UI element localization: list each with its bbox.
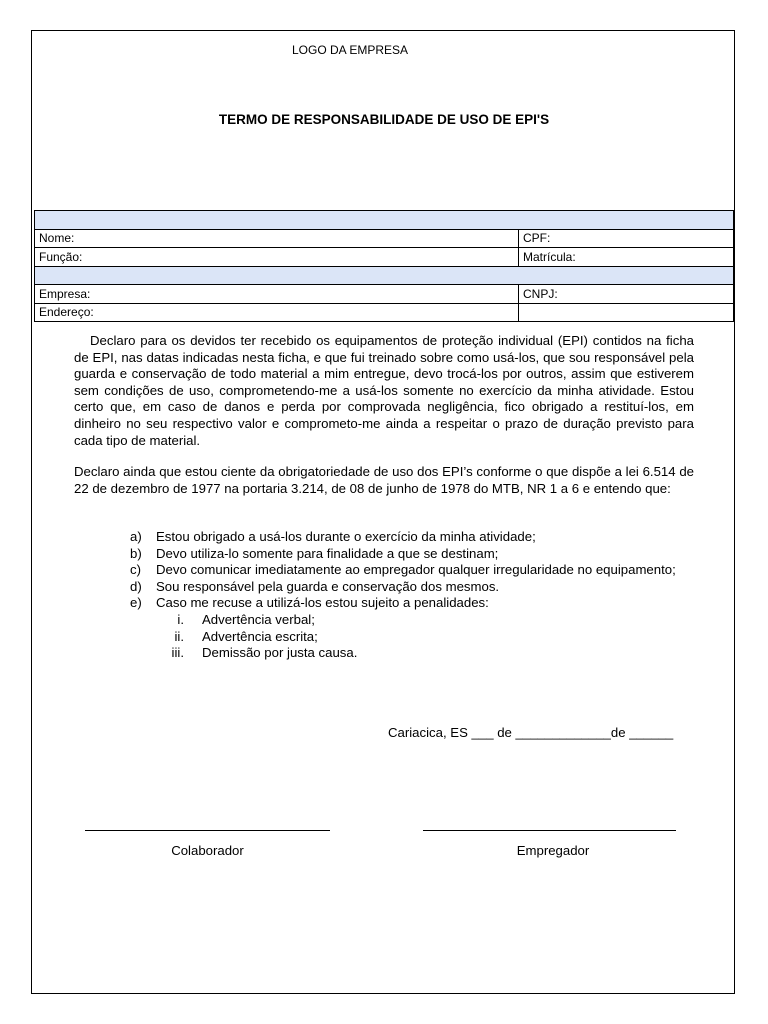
colaborador-label: Colaborador bbox=[171, 843, 244, 858]
sub-list-marker: i. bbox=[177, 611, 184, 627]
list-item-text: Caso me recuse a utilizá-los estou sujeito a penalidades: bbox=[156, 595, 489, 611]
company-logo-placeholder: LOGO DA EMPRESA bbox=[292, 43, 409, 57]
cpf-field[interactable] bbox=[519, 229, 734, 248]
funcao-label: Função: bbox=[39, 249, 83, 264]
list-item bbox=[74, 562, 694, 579]
sub-list-text: Demissão por justa causa. bbox=[202, 645, 358, 661]
declaration-paragraph-2: Declaro ainda que estou ciente da obrigatoriedade de uso dos EPI’s conforme o que dispõe a lei 6.514 de 22 de dezembro de 1977 na portaria 3.214, de 08 de junho de 1978 do MTB, NR 1 a 6 e entendo que: bbox=[74, 464, 694, 496]
form-row-endereco bbox=[35, 303, 734, 322]
endereco-label: Endereço: bbox=[39, 305, 94, 320]
list-item-text: Devo utiliza-lo somente para finalidade a que se destinam; bbox=[156, 545, 499, 561]
cpf-label: CPF: bbox=[523, 231, 551, 246]
sub-list-text: Advertência verbal; bbox=[202, 611, 315, 627]
list-marker: c) bbox=[130, 562, 141, 578]
sub-list-marker: iii. bbox=[171, 645, 184, 661]
list-marker: a) bbox=[130, 529, 142, 544]
list-item bbox=[74, 529, 694, 546]
endereco-field[interactable] bbox=[35, 303, 519, 322]
sub-list-item bbox=[74, 645, 694, 662]
sub-list-text: Advertência escrita; bbox=[202, 628, 318, 644]
list-marker: d) bbox=[130, 578, 142, 594]
sub-list-item bbox=[74, 612, 694, 629]
header-band-cell bbox=[35, 211, 734, 230]
nome-label: Nome: bbox=[39, 231, 75, 246]
endereco-extra-field[interactable] bbox=[519, 303, 734, 322]
list-item-text: Devo comunicar imediatamente ao empregador qualquer irregularidade no equipamento; bbox=[156, 562, 676, 578]
cnpj-field[interactable] bbox=[519, 285, 734, 304]
employee-info-table bbox=[34, 210, 734, 322]
list-marker: b) bbox=[130, 545, 142, 561]
sub-list-marker: ii. bbox=[174, 628, 184, 644]
matricula-label: Matrícula: bbox=[523, 249, 576, 264]
empregador-signature-line bbox=[423, 830, 676, 831]
document-title: TERMO DE RESPONSABILIDADE DE USO DE EPI'S bbox=[218, 112, 550, 127]
place-date-line: Cariacica, ES ___ de _____________de ______ bbox=[388, 725, 674, 740]
empresa-field[interactable] bbox=[35, 285, 519, 304]
funcao-field[interactable] bbox=[35, 248, 519, 267]
list-item-text: Estou obrigado a usá-los durante o exercício da minha atividade; bbox=[156, 529, 536, 544]
list-item bbox=[74, 546, 694, 563]
form-row-funcao bbox=[35, 248, 734, 267]
form-row-nome bbox=[35, 229, 734, 248]
list-marker: e) bbox=[130, 595, 142, 611]
matricula-field[interactable] bbox=[519, 248, 734, 267]
declaration-paragraph-1: Declaro para os devidos ter recebido os equipamentos de proteção individual (EPI) contidos na ficha de EPI, nas datas indicadas nesta ficha, e que fui treinado sobre como usá-los, que sou responsável pela guarda e conservação de todo material a mim entregue, devo trocá-los por outros, assim que estiverem sem condições de uso, comprometendo-me a usá-los somente no exercício da minha atividade. Estou certo que, em caso de danos e perda por comprovada negligência, fico obrigado a restituí-los, em dinheiro no seu respectivo valor e comprometo-me ainda a respeitar o prazo de duração previsto para cada tipo de material. bbox=[74, 333, 694, 448]
empresa-label: Empresa: bbox=[39, 286, 91, 301]
list-item-text: Sou responsável pela guarda e conservação dos mesmos. bbox=[156, 578, 500, 594]
obligations-list bbox=[74, 529, 694, 662]
company-band-row bbox=[35, 266, 734, 285]
colaborador-signature-line bbox=[85, 830, 330, 831]
list-item bbox=[74, 595, 694, 612]
header-band-row bbox=[35, 211, 734, 230]
list-item bbox=[74, 579, 694, 596]
sub-list-item bbox=[74, 629, 694, 646]
form-row-empresa bbox=[35, 285, 734, 304]
cnpj-label: CNPJ: bbox=[523, 286, 558, 301]
empregador-label: Empregador bbox=[516, 843, 590, 858]
nome-field[interactable] bbox=[35, 229, 519, 248]
company-band-cell bbox=[35, 266, 734, 285]
